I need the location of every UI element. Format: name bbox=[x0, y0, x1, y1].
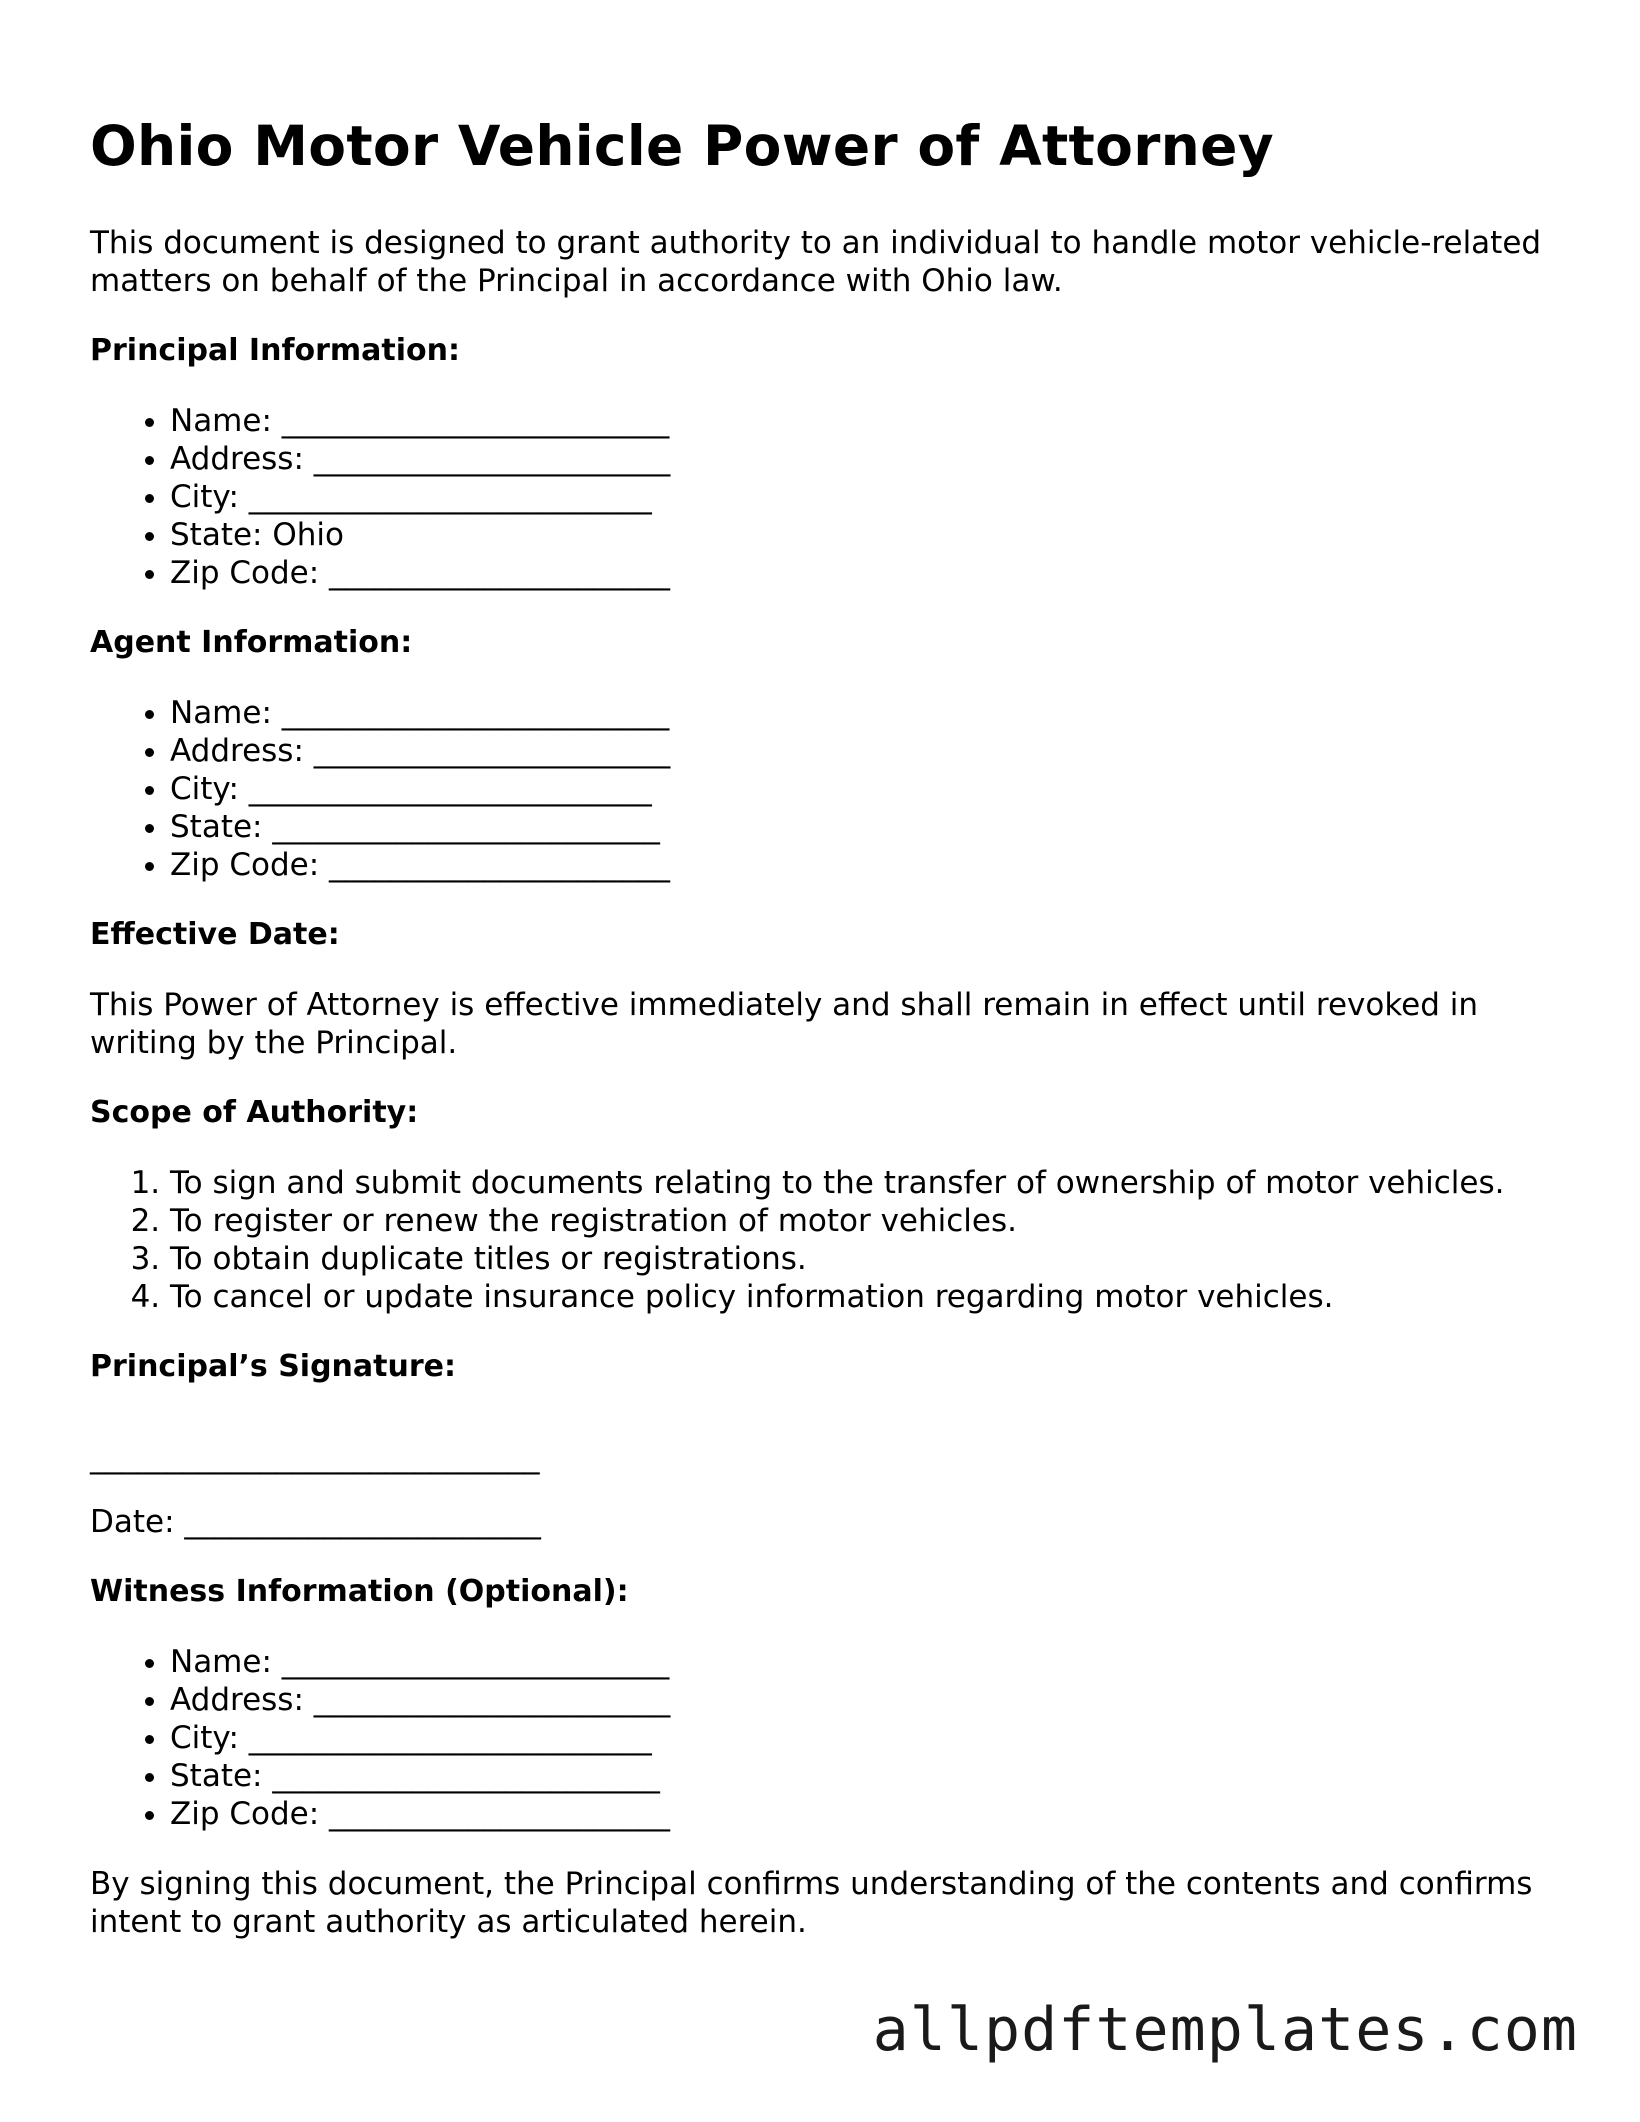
effective-date-text: This Power of Attorney is effective immediately and shall remain in effect until revoked in writing by the Principal. bbox=[90, 987, 1479, 1061]
watermark-text: allpdftemplates.com bbox=[872, 1995, 1578, 2065]
scope-item: 3. To obtain duplicate titles or registrations. bbox=[170, 1240, 1570, 1278]
scope-item: 4. To cancel or update insurance policy information regarding motor vehicles. bbox=[170, 1278, 1570, 1316]
signature-line[interactable]: _____________________________ bbox=[90, 1439, 540, 1475]
signature-heading: Principal’s Signature: bbox=[90, 1349, 456, 1384]
principal-city-field[interactable]: • City: __________________________ bbox=[170, 478, 1570, 516]
witness-fields-list bbox=[90, 1643, 1570, 1833]
agent-city-field[interactable]: • City: __________________________ bbox=[170, 770, 1570, 808]
witness-zip-field[interactable]: • Zip Code: ______________________ bbox=[170, 1795, 1570, 1833]
principal-name-field[interactable]: • Name: _________________________ bbox=[170, 402, 1570, 440]
principal-fields-list bbox=[90, 402, 1570, 592]
effective-date-heading: Effective Date: bbox=[90, 917, 340, 952]
principal-heading: Principal Information: bbox=[90, 333, 461, 368]
document-page bbox=[90, 110, 1570, 1941]
witness-city-field[interactable]: • City: __________________________ bbox=[170, 1719, 1570, 1757]
witness-state-field[interactable]: • State: _________________________ bbox=[170, 1757, 1570, 1795]
principal-address-field[interactable]: • Address: _______________________ bbox=[170, 440, 1570, 478]
agent-fields-list bbox=[90, 694, 1570, 884]
principal-zip-field[interactable]: • Zip Code: ______________________ bbox=[170, 554, 1570, 592]
witness-address-field[interactable]: • Address: _______________________ bbox=[170, 1681, 1570, 1719]
principal-state-field: • State: Ohio bbox=[170, 516, 1570, 554]
document-title: Ohio Motor Vehicle Power of Attorney bbox=[90, 114, 1274, 178]
scope-item: 1. To sign and submit documents relating to the transfer of ownership of motor vehicles. bbox=[170, 1164, 1570, 1202]
agent-heading: Agent Information: bbox=[90, 625, 413, 660]
signature-date-field[interactable]: Date: _______________________ bbox=[90, 1504, 541, 1540]
scope-item: 2. To register or renew the registration of motor vehicles. bbox=[170, 1202, 1570, 1240]
closing-paragraph: By signing this document, the Principal confirms understanding of the contents and confirms intent to grant authority as articulated herein. bbox=[90, 1866, 1533, 1940]
witness-heading: Witness Information (Optional): bbox=[90, 1574, 629, 1609]
witness-name-field[interactable]: • Name: _________________________ bbox=[170, 1643, 1570, 1681]
agent-zip-field[interactable]: • Zip Code: ______________________ bbox=[170, 846, 1570, 884]
intro-paragraph: This document is designed to grant authority to an individual to handle motor vehicle-related matters on behalf of the Principal in accordance with Ohio law. bbox=[90, 225, 1542, 299]
scope-list bbox=[90, 1164, 1570, 1316]
agent-name-field[interactable]: • Name: _________________________ bbox=[170, 694, 1570, 732]
agent-address-field[interactable]: • Address: _______________________ bbox=[170, 732, 1570, 770]
agent-state-field[interactable]: • State: _________________________ bbox=[170, 808, 1570, 846]
scope-heading: Scope of Authority: bbox=[90, 1095, 419, 1130]
